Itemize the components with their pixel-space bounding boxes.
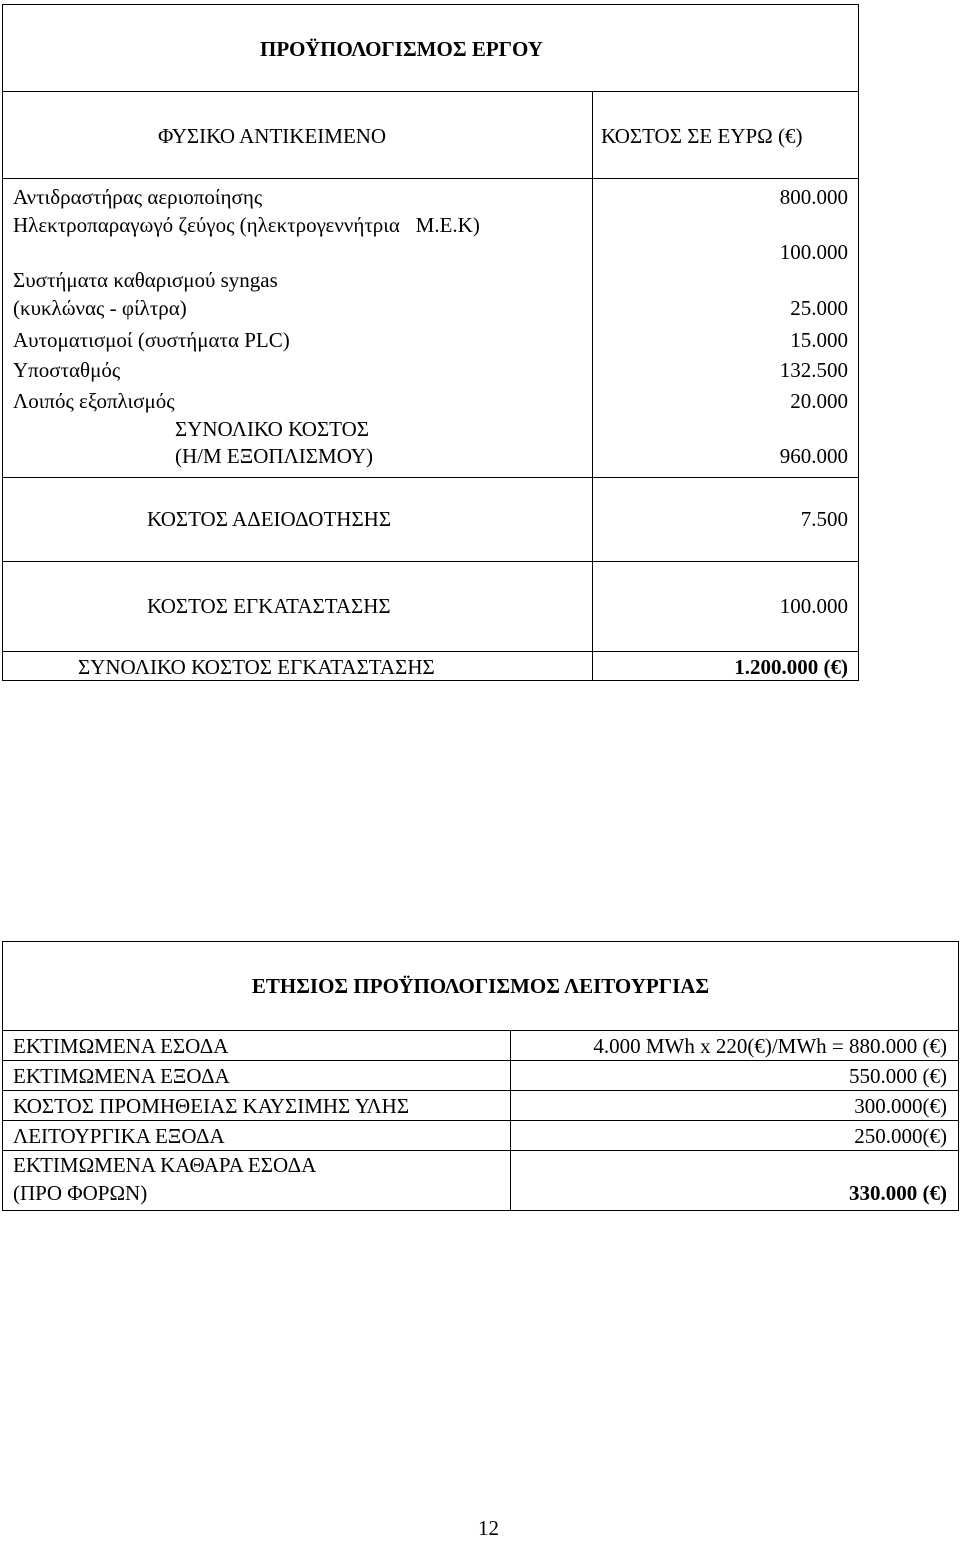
page-number: 12	[478, 1516, 499, 1540]
column-divider	[592, 91, 593, 681]
operating-row-label: ΛΕΙΤΟΥΡΓΙΚΑ ΕΞΟΔΑ	[13, 1124, 225, 1148]
net-revenue-label: ΕΚΤΙΜΩΜΕΝΑ ΚΑΘΑΡΑ ΕΣΟΔΑ	[13, 1153, 317, 1177]
divider	[2, 477, 859, 478]
operating-row-value: 4.000 MWh x 220(€)/MWh = 880.000 (€)	[593, 1034, 947, 1058]
operating-row-value: 300.000(€)	[854, 1094, 947, 1118]
column-divider	[510, 1030, 511, 1211]
operating-title: ΕΤΗΣΙΟΣ ΠΡΟΫΠΟΛΟΓΙΣΜΟΣ ΛΕΙΤΟΥΡΓΙΑΣ	[251, 974, 710, 998]
column-header-cost: ΚΟΣΤΟΣ ΣΕ ΕΥΡΩ (€)	[601, 124, 803, 148]
installation-label: ΚΟΣΤΟΣ ΕΓΚΑΤΑΣΤΑΣΗΣ	[147, 594, 391, 618]
subtotal-label-continued: (Η/Μ ΕΞΟΠΛΙΣΜΟΥ)	[175, 444, 373, 468]
item-value: 25.000	[790, 296, 848, 320]
operating-row-label: ΚΟΣΤΟΣ ΠΡΟΜΗΘΕΙΑΣ ΚΑΥΣΙΜΗΣ ΥΛΗΣ	[13, 1094, 410, 1118]
installation-value: 100.000	[779, 594, 848, 618]
licensing-value: 7.500	[800, 507, 848, 531]
net-revenue-label-continued: (ΠΡΟ ΦΟΡΩΝ)	[13, 1181, 148, 1205]
item-value: 20.000	[790, 389, 848, 413]
item-value: 800.000	[779, 185, 848, 209]
item-value: 100.000	[779, 240, 848, 264]
item-label: Αντιδραστήρας αεριοποίησης	[13, 185, 263, 209]
item-label-continued: (κυκλώνας - φίλτρα)	[13, 296, 187, 320]
total-label: ΣΥΝΟΛΙΚΟ ΚΟΣΤΟΣ ΕΓΚΑΤΑΣΤΑΣΗΣ	[78, 655, 435, 679]
operating-row-label: ΕΚΤΙΜΩΜΕΝΑ ΕΞΟΔΑ	[13, 1064, 230, 1088]
item-label: Ηλεκτροπαραγωγό ζεύγος (ηλεκτρογεννήτρια Μ.Ε.Κ)	[13, 213, 480, 237]
operating-row-value: 250.000(€)	[854, 1124, 947, 1148]
divider	[2, 1030, 959, 1031]
item-value: 132.500	[779, 358, 848, 382]
operating-row-label: ΕΚΤΙΜΩΜΕΝΑ ΕΣΟΔΑ	[13, 1034, 229, 1058]
item-value: 15.000	[790, 328, 848, 352]
item-label: Υποσταθμός	[13, 358, 121, 382]
divider	[2, 1150, 959, 1151]
item-label: Λοιπός εξοπλισμός	[13, 389, 175, 413]
licensing-label: ΚΟΣΤΟΣ ΑΔΕΙΟΔΟΤΗΣΗΣ	[147, 507, 392, 531]
divider	[2, 1120, 959, 1121]
divider	[2, 91, 859, 92]
item-label: Αυτοματισμοί (συστήματα PLC)	[13, 328, 290, 352]
divider	[2, 178, 859, 179]
divider	[2, 651, 859, 652]
divider	[2, 1090, 959, 1091]
total-value: 1.200.000 (€)	[734, 655, 848, 679]
column-header-item: ΦΥΣΙΚΟ ΑΝΤΙΚΕΙΜΕΝΟ	[158, 124, 387, 148]
capital-title: ΠΡΟΫΠΟΛΟΓΙΣΜΟΣ ΕΡΓΟΥ	[260, 37, 543, 61]
subtotal-label: ΣΥΝΟΛΙΚΟ ΚΟΣΤΟΣ	[175, 417, 370, 441]
subtotal-value: 960.000	[779, 444, 848, 468]
divider	[2, 1060, 959, 1061]
item-label: Συστήματα καθαρισμού syngas	[13, 268, 278, 292]
divider	[2, 561, 859, 562]
operating-row-value: 550.000 (€)	[849, 1064, 947, 1088]
net-revenue-value: 330.000 (€)	[849, 1181, 947, 1205]
